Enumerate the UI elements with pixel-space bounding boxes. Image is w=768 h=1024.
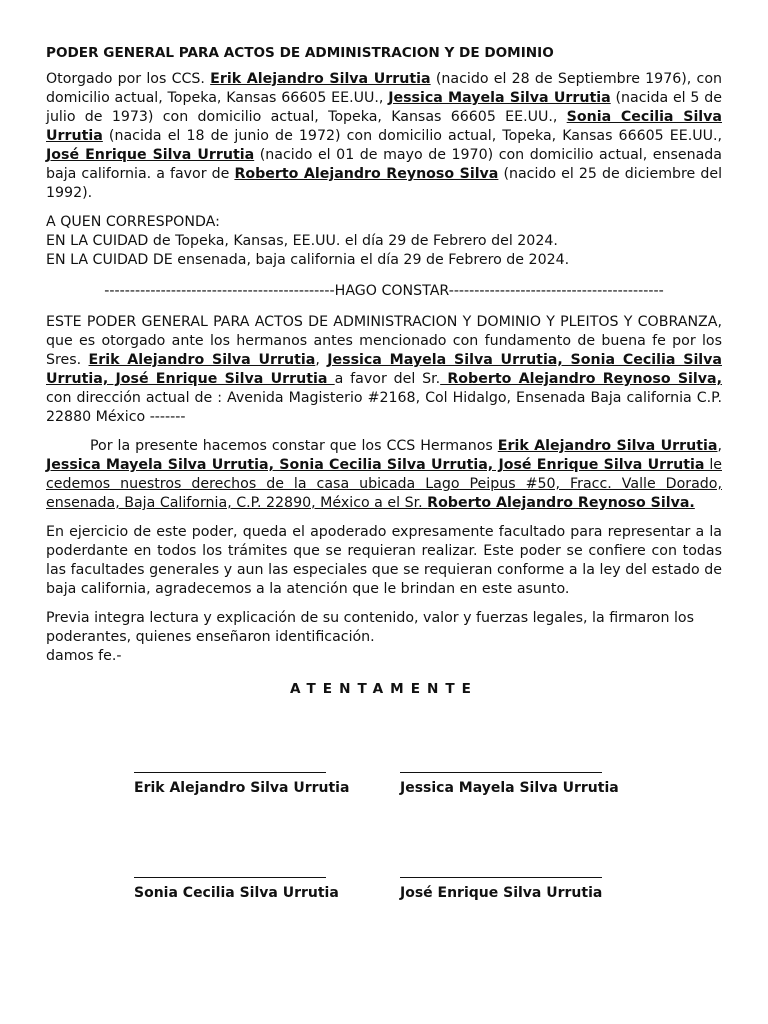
text-fragment: , — [717, 438, 723, 454]
signature-line — [400, 772, 602, 773]
document-title: PODER GENERAL PARA ACTOS DE ADMINISTRACION Y DE DOMINIO — [46, 45, 554, 61]
attestation-paragraph — [46, 609, 722, 666]
text-fragment: (nacido el 01 de mayo de 1970) con domicilio actual, ensenada baja california. a favor de — [46, 147, 723, 182]
person-name: Sonia Cecilia Silva Urrutia — [46, 109, 722, 144]
signature-line — [134, 772, 326, 773]
faculties-paragraph: En ejercicio de este poder, queda el apoderado expresamente facultado para representar a la poderdante en todos los trámites que se requieran realizar. Este poder se confiere con todas las facultades generales y aun las especiales que se requieran conforme a la ley del estado de baja california, agradecemos a la atención que le brindan en este asunto. — [46, 524, 722, 597]
text-fragment: (nacido el 28 de Septiembre 1976), con domicilio actual, Topeka, Kansas 66605 EE.UU., — [46, 71, 722, 106]
power-paragraph — [46, 313, 722, 427]
closing-heading: ATENTAMENTE — [290, 681, 478, 697]
attestation-closing: damos fe.- — [46, 648, 122, 664]
text-fragment: Otorgado por los CCS. — [46, 71, 211, 87]
person-names: Jessica Mayela Silva Urrutia, Sonia Cecilia Silva Urrutia, José Enrique Silva Urrutia — [46, 352, 722, 387]
person-name: Jessica Mayela Silva Urrutia — [388, 90, 611, 106]
person-name: Roberto Alejandro Reynoso Silva. — [427, 495, 695, 511]
signature-block — [400, 877, 640, 903]
signer-name: Jessica Mayela Silva Urrutia — [400, 780, 619, 796]
signature-block — [400, 772, 640, 798]
text-fragment: a favor del Sr. — [334, 371, 441, 387]
person-name: Erik Alejandro Silva Urrutia — [210, 71, 431, 87]
place-date-line: EN LA CUIDAD de Topeka, Kansas, EE.UU. el día 29 de Febrero del 2024. — [46, 233, 558, 249]
hago-constar-separator: ---------------------------------------------HAGO CONSTAR------------------------------------------ — [104, 283, 664, 299]
attestation-text: Previa integra lectura y explicación de su contenido, valor y fuerzas legales, la firmaron los poderantes, quienes enseñaron identificación. — [46, 610, 694, 645]
text-fragment: Por la presente hacemos constar que los CCS Hermanos — [90, 438, 498, 454]
grantors-paragraph — [46, 70, 722, 203]
text-fragment: (nacida el 5 de julio de 1973) con domicilio actual, Topeka, Kansas 66605 EE.UU., — [46, 90, 722, 125]
signature-block — [134, 772, 374, 798]
person-names: Jessica Mayela Silva Urrutia, Sonia Cecilia Silva Urrutia, José Enrique Silva Urrutia — [46, 457, 705, 473]
text-fragment: , — [315, 352, 328, 368]
place-date-line: EN LA CUIDAD DE ensenada, baja california el día 29 de Febrero de 2024. — [46, 252, 570, 268]
person-name: Roberto Alejandro Reynoso Silva, — [440, 371, 722, 387]
text-fragment: (nacido el 25 de diciembre del 1992). — [46, 166, 723, 201]
signature-block — [134, 877, 374, 903]
cession-paragraph — [46, 437, 722, 513]
text-fragment: con dirección actual de : Avenida Magisterio #2168, Col Hidalgo, Ensenada Baja california C.P. 22880 México ------- — [46, 390, 722, 425]
person-name: Roberto Alejandro Reynoso Silva — [234, 166, 499, 182]
text-fragment: (nacida el 18 de junio de 1972) con domicilio actual, Topeka, Kansas 66605 EE.UU., — [102, 128, 722, 144]
person-name: Erik Alejandro Silva Urrutia — [497, 438, 718, 454]
signer-name: Erik Alejandro Silva Urrutia — [134, 780, 350, 796]
person-name: Erik Alejandro Silva Urrutia — [88, 352, 316, 368]
signature-line — [400, 877, 602, 878]
person-name: José Enrique Silva Urrutia — [46, 147, 255, 163]
addressee-line: A QUEN CORRESPONDA: — [46, 214, 220, 230]
signature-line — [134, 877, 326, 878]
signer-name: Sonia Cecilia Silva Urrutia — [134, 885, 339, 901]
property-text: le cedemos nuestros derechos de la casa ubicada Lago Peipus #50, Fracc. Valle Dorado, ensenada, Baja California, C.P. 22890, México a el Sr. — [46, 457, 722, 511]
text-fragment: ESTE PODER GENERAL PARA ACTOS DE ADMINISTRACION Y DOMINIO Y PLEITOS Y COBRANZA, que es otorgado ante los hermanos antes mencionado con fundamento de buena fe por los Sres. — [46, 314, 722, 368]
addressee-block — [46, 213, 722, 270]
signer-name: José Enrique Silva Urrutia — [400, 885, 603, 901]
